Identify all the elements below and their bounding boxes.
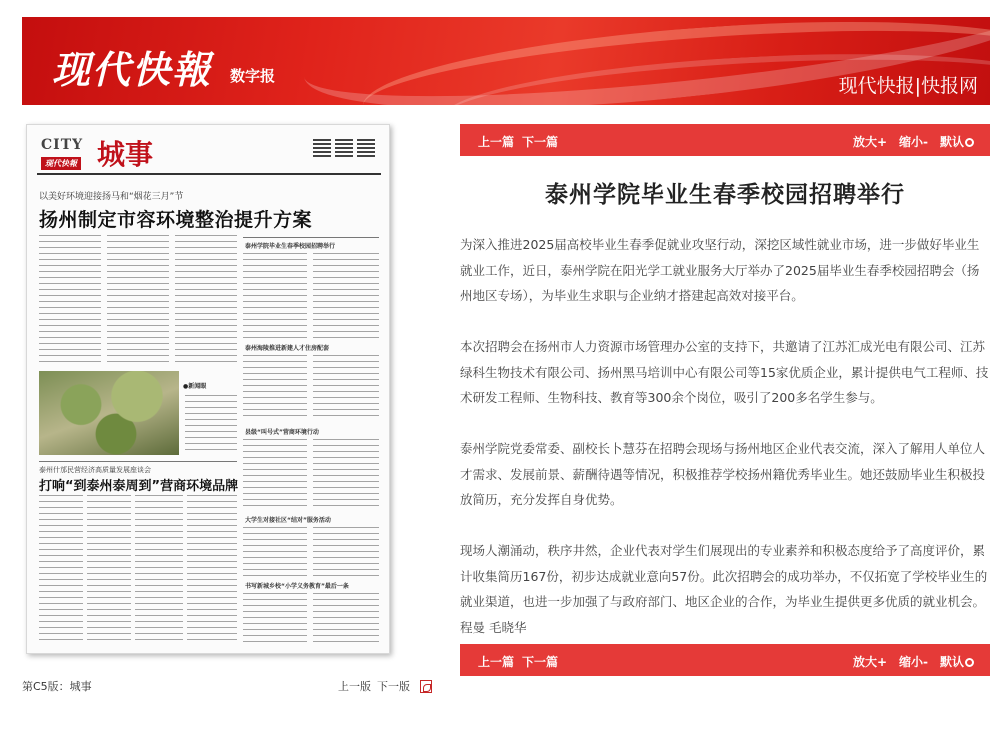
article-paragraph: 为深入推进2025届高校毕业生春季促就业攻坚行动，深挖区域性就业市场，进一步做好毕业生就业工作，近日，泰州学院在阳光学工就业服务大厅举办了2025届毕业生春季校园招聘会（扬州地区专场），为毕业生求职与企业纳才搭建起高效对接平台。 — [460, 237, 980, 303]
edition-label: 第C5版：城事 — [22, 680, 92, 693]
next-article-button[interactable]: 下一篇 — [522, 135, 559, 149]
news-photo[interactable] — [39, 371, 179, 455]
text-column[interactable] — [187, 495, 237, 645]
text-column[interactable] — [135, 495, 183, 645]
article-paragraph: 现场人潮涌动，秩序井然，企业代表对学生们展现出的专业素养和积极态度给予了高度评价，累计收集简历167份，初步达成就业意向57份。此次招聘会的成功举办，不仅拓宽了学校毕业生的就业渠道，也进一步加强了与政府部门、地区企业的合作，为毕业生提供更多优质的就业机会。 程曼 毛晓华 — [460, 543, 988, 635]
prev-article-button[interactable]: 上一篇 — [478, 135, 515, 149]
sub-headline[interactable]: 县级“叫号式”营商环境行动 — [245, 429, 319, 436]
digital-edition-label: 数字报 — [230, 67, 276, 85]
next-article-button[interactable]: 下一篇 — [522, 655, 559, 669]
masthead-city: CITY — [41, 137, 84, 153]
text-column[interactable] — [313, 527, 379, 577]
site-logo[interactable]: 现代快報 — [52, 47, 213, 92]
text-column[interactable] — [87, 495, 131, 645]
sub-headline[interactable]: 泰州海陵推进新建人才住房配套 — [245, 345, 330, 352]
text-column[interactable] — [243, 593, 307, 645]
article-toolbar-top — [460, 124, 990, 156]
article-toolbar-bottom — [460, 644, 990, 676]
circle-icon — [965, 658, 974, 667]
text-column[interactable] — [185, 395, 237, 455]
header-banner — [22, 17, 990, 105]
article-kicker[interactable]: 泰州什邡民营经济高质量发展座谈会 — [39, 466, 151, 474]
default-size-button[interactable] — [940, 653, 974, 670]
article-paragraph: 泰州学院党委常委、副校长卜慧芬在招聘会现场与扬州地区企业代表交流，深入了解用人单位人才需求、发展前景、薪酬待遇等情况，积极推荐学校扬州籍优秀毕业生。她还鼓励毕业生积极投放简历，充分发挥自身优势。 — [460, 441, 986, 507]
sub-headline[interactable]: 书写新城乡校“小学义务教育”最后一条 — [245, 583, 349, 590]
next-page-link[interactable]: 下一版 — [377, 680, 410, 693]
article-body — [460, 232, 990, 666]
article-paragraph: 本次招聘会在扬州市人力资源市场管理办公室的支持下，共邀请了江苏汇成光电有限公司、江苏绿科生物技术有限公司、扬州黑马培训中心有限公司等15家优质企业，累计提供电气工程师、技术研发工程师、生物科技、教育等300余个岗位，吸引了200多名学生参与。 — [460, 339, 989, 405]
column-divider — [243, 237, 379, 238]
text-column[interactable] — [39, 235, 101, 365]
prev-page-link[interactable]: 上一版 — [338, 680, 371, 693]
photo-caption: ●新闻眼 — [183, 383, 207, 390]
text-column[interactable] — [243, 527, 307, 577]
pdf-icon[interactable] — [420, 680, 432, 693]
qr-code-icon — [357, 139, 375, 157]
masthead-badge: 现代快報 — [41, 157, 81, 170]
qr-code-icon — [335, 139, 353, 157]
qr-code-icon — [313, 139, 331, 157]
text-column[interactable] — [243, 253, 307, 339]
column-divider — [39, 461, 237, 462]
text-column[interactable] — [313, 439, 379, 509]
circle-icon — [965, 138, 974, 147]
text-column[interactable] — [243, 355, 307, 421]
page-masthead — [37, 131, 381, 175]
default-size-label: 默认 — [939, 135, 964, 149]
default-size-label: 默认 — [939, 655, 964, 669]
sub-headline[interactable]: 大学生对接社区“结对”服务活动 — [245, 517, 331, 524]
default-size-button[interactable] — [940, 133, 974, 150]
sub-headline[interactable]: 泰州学院毕业生春季校园招聘举行 — [245, 243, 336, 250]
zoom-in-button[interactable]: 放大+ — [852, 655, 887, 669]
text-column[interactable] — [313, 355, 379, 421]
text-column[interactable] — [175, 235, 237, 365]
prev-article-button[interactable]: 上一篇 — [478, 655, 515, 669]
text-column[interactable] — [313, 593, 379, 645]
page-navigation — [338, 678, 432, 694]
article-headline[interactable]: 扬州制定市容环境整治提升方案 — [39, 209, 313, 231]
text-column[interactable] — [39, 495, 83, 645]
zoom-out-button[interactable]: 缩小- — [899, 135, 928, 149]
zoom-in-button[interactable]: 放大+ — [852, 135, 887, 149]
article-title: 泰州学院毕业生春季校园招聘举行 — [545, 182, 905, 208]
newspaper-page[interactable] — [26, 124, 390, 654]
article-kicker[interactable]: 以美好环境迎接扬马和“烟花三月”节 — [39, 192, 184, 202]
zoom-out-button[interactable]: 缩小- — [899, 655, 928, 669]
text-column[interactable] — [243, 439, 307, 509]
text-column[interactable] — [107, 235, 169, 365]
site-link[interactable]: 现代快报|快报网 — [838, 75, 978, 97]
text-column[interactable] — [313, 253, 379, 339]
article-headline[interactable]: 打响“到泰州泰周到”营商环境品牌 — [39, 479, 239, 494]
masthead-section: 城事 — [97, 138, 154, 171]
